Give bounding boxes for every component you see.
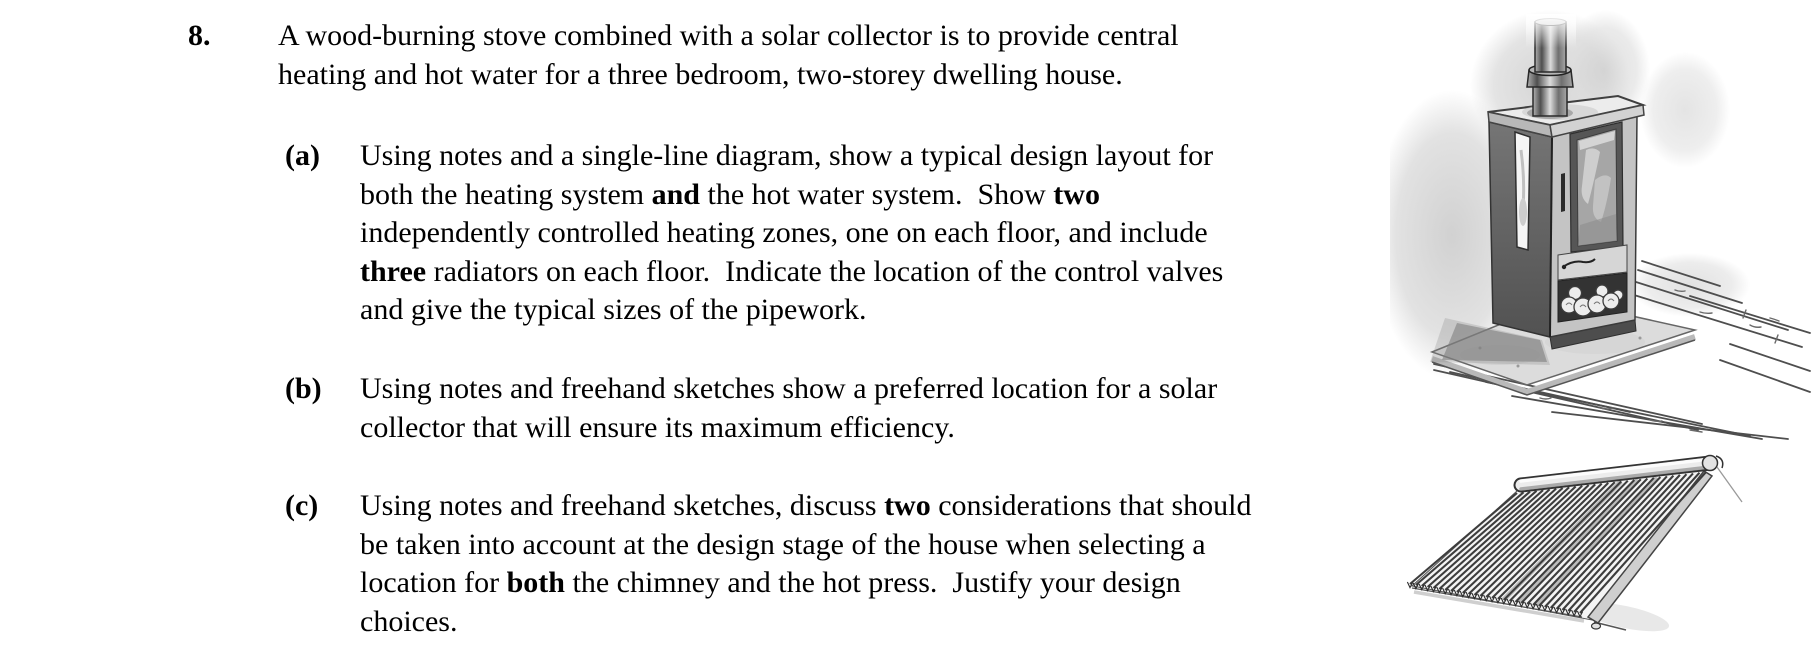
stove-side-window xyxy=(1515,132,1530,250)
question-intro xyxy=(278,17,1179,94)
solar-collector-illustration xyxy=(1390,445,1770,665)
part-a-text xyxy=(360,137,1223,330)
stove-door xyxy=(1570,122,1623,252)
part-c-text xyxy=(360,487,1252,641)
text-line: and give the typical sizes of the pipework. xyxy=(360,293,867,326)
text-line: be taken into account at the design stage of the house when selecting a xyxy=(360,527,1206,561)
question-number: 8. xyxy=(188,19,211,52)
text-line: Using notes and a single-line diagram, show a typical design layout for xyxy=(360,139,1214,172)
stove-body xyxy=(1489,115,1637,349)
text-line: Using notes and freehand sketches show a preferred location for a solar xyxy=(360,372,1218,405)
text-line: choices. xyxy=(360,604,458,638)
part-a-label: (a) xyxy=(285,139,320,172)
text-line: location for both the chimney and the hot press. Justify your design xyxy=(360,566,1181,599)
text-line: A wood-burning stove combined with a solar collector is to provide central xyxy=(278,19,1179,52)
text-line: heating and hot water for a three bedroom, two-storey dwelling house. xyxy=(278,57,1123,91)
manifold-end-cap xyxy=(1703,456,1718,471)
stove-door-handle xyxy=(1561,173,1565,212)
text-line: independently controlled heating zones, one on each floor, and include xyxy=(360,216,1208,249)
part-c-label: (c) xyxy=(285,489,319,522)
part-b-label: (b) xyxy=(285,372,322,405)
wood-burning-stove-illustration xyxy=(1390,0,1818,440)
text-line: collector that will ensure its maximum efficiency. xyxy=(360,410,955,444)
text-line: both the heating system and the hot water system. Show two xyxy=(360,177,1100,211)
part-b-text xyxy=(360,370,1217,447)
text-line: three radiators on each floor. Indicate the location of the control valves xyxy=(360,254,1224,288)
text-line: Using notes and freehand sketches, discuss two considerations that should xyxy=(360,489,1252,522)
